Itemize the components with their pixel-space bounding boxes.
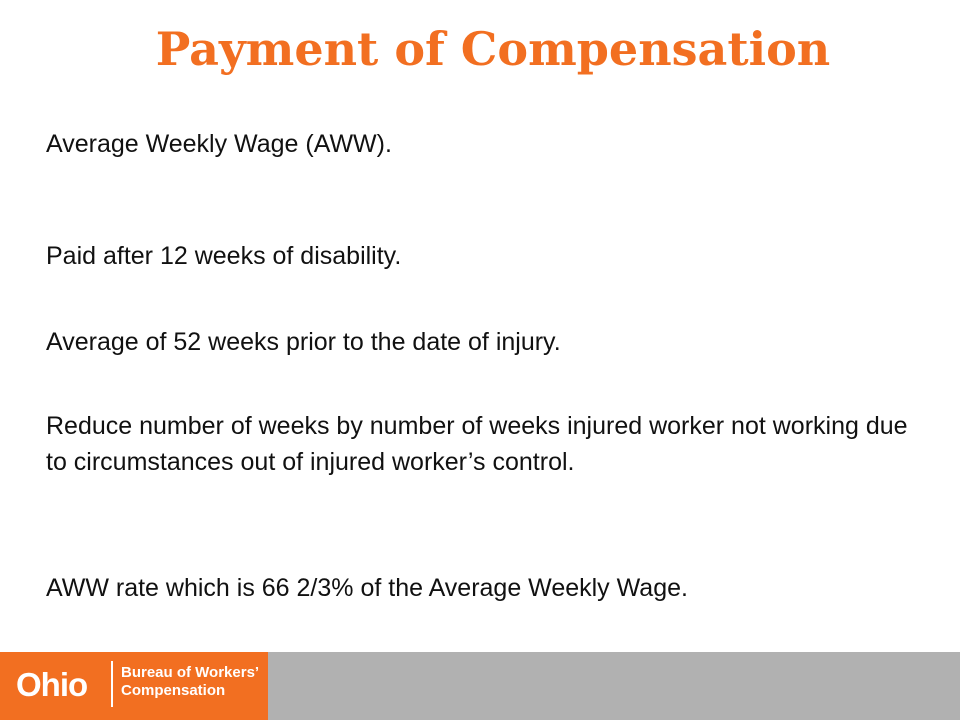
logo-divider bbox=[111, 661, 113, 707]
paragraph-aww-rate: AWW rate which is 66 2/3% of the Average Weekly Wage. bbox=[46, 574, 688, 602]
paragraph-average-52-weeks: Average of 52 weeks prior to the date of injury. bbox=[46, 328, 561, 356]
ohio-logo bbox=[16, 663, 87, 707]
paragraph-paid-after: Paid after 12 weeks of disability. bbox=[46, 242, 402, 270]
paragraph-aww: Average Weekly Wage (AWW). bbox=[46, 130, 392, 158]
bureau-name-line2: Compensation bbox=[121, 682, 226, 699]
paragraph-reduce-weeks: Reduce number of weeks by number of weeks injured worker not working due to circumstances out of injured worker’s control. bbox=[46, 412, 908, 476]
bureau-name-line1: Bureau of Workers’ bbox=[121, 664, 260, 681]
bureau-name bbox=[121, 664, 259, 700]
ohio-logo-text: Ohio bbox=[16, 666, 88, 703]
slide-title: Payment of Compensation bbox=[155, 22, 831, 76]
